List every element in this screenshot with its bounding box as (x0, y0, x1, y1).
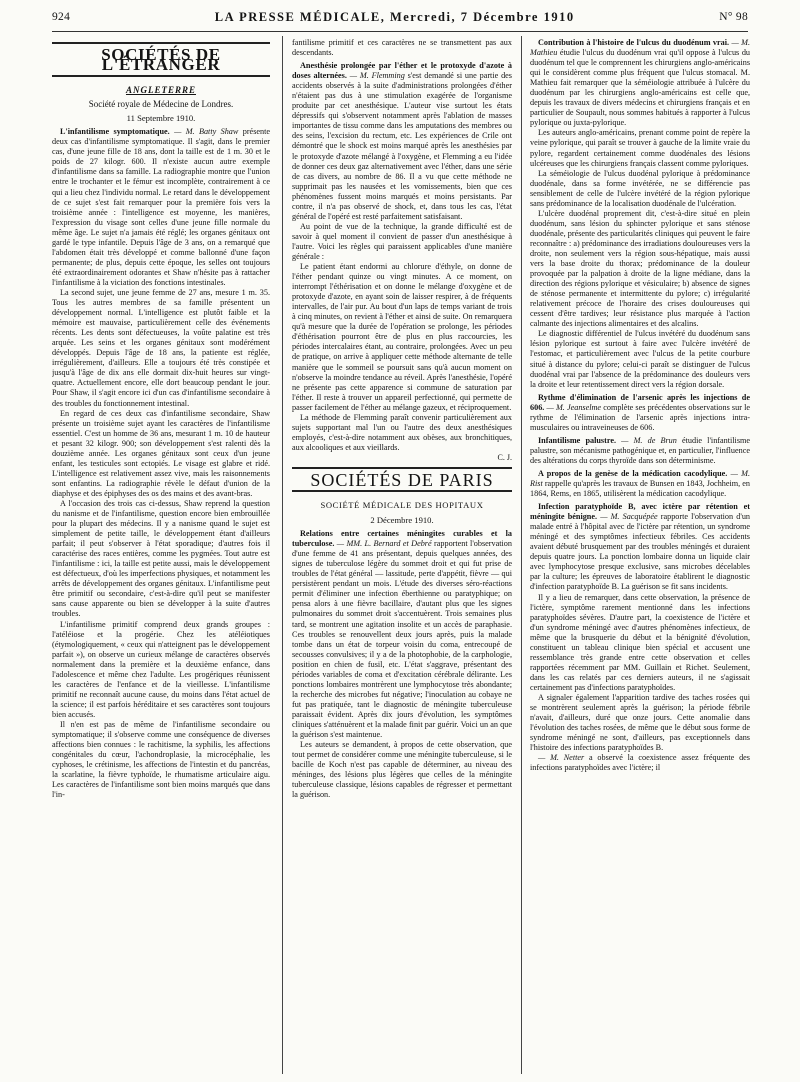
article-author: — M. Netter (538, 753, 585, 763)
article-text: rapportent l'observation d'une femme de 41 ans présentant, depuis quelques années, des signes de tuberculose légère du sommet droit et qui fut prise de troubles de l'état général — lassitude, perte d'appétit, fièvre — qui persistèrent pendant un mois. L'étude des diverses séro-réactions permit d'éliminer une infection éberthienne ou paratyphique; on pensa alors à une fièvre bacillaire, d'autant plus que les signes pulmonaires du sommet droit s'accentuèrent. Trois semaines plus tard, se montrent une agitation insolite et un accès de paraphasie. Ces troubles se renouvellent deux jours après, puis la malade tombe dans un état de torpeur voisin du coma, entrecoupé de secousses convulsives; il y a de la photophobie, de la carphologie, position en chien de fusil, etc. L'état s'aggrave, présentant des périodes variables de coma et d'excitation cérébrale délirante. Les ponctions lombaires montrèrent une lymphocytose très abondante; la recherche des microbes fut négative; l'inoculation au cobaye ne fut pas pratiquée, tant le diagnostic de méningite tuberculeuse paraissait évident. Après dix jours d'évolution, les symptômes cliniques s'atténuèrent et la malade finit par guérir. Voici un an que la guérison s'est maintenue. (292, 539, 512, 740)
page-number: 924 (52, 11, 71, 23)
issue-number: N° 98 (719, 11, 748, 23)
article-title: Relations entre certaines méningites curables et la tuberculose. (292, 529, 512, 549)
article-author: — M. de Brun (621, 435, 677, 445)
article-author: — M. Rist (530, 468, 750, 489)
article-paragraph (530, 38, 750, 128)
article-paragraph: Les auteurs se demandent, à propos de cette observation, que tout permet de considérer comme une méningite tuberculeuse, si le bacille de Koch n'est pas capable de déterminer, au niveau des méninges, des lésions plus légères que celles de la méningite tuberculeuse classique, lésions capables de régresser et permettant la guérison. (292, 740, 512, 800)
article-paragraph: La méthode de Flemming paraît convenir particulièrement aux sujets supportant mal l'un ou l'autre des deux anesthésiques employés, c'est-à-dire notamment aux obèses, aux bronchitiques, aux alcooliques et aux vieillards. (292, 412, 512, 452)
column-rule-2 (521, 36, 522, 1074)
column-1 (52, 38, 270, 1076)
article-paragraph: A signaler également l'apparition tardive des taches rosées qui se montrèrent seulement après la guérison; la période fébrile n'avait, d'ailleurs, duré que onze jours. Cette anomalie dans l'évolution des taches rosées, de même que le début sous forme de syndrome méningé ne sont, d'ailleurs, pas exceptionnels dans l'histoire des infections paratyphoïdes B. (530, 693, 750, 753)
article-author: — M. Sacquépée (600, 512, 658, 522)
article-author: — M. Jeanselme (546, 402, 602, 412)
article-paragraph: Il n'en est pas de même de l'infantilisme secondaire ou symptomatique; il s'observe comme une conséquence de diverses affections bien connues : le rachitisme, la syphilis, les affections congénitales du cœur, l'achondroplasie, la microcéphalie, les cyphoses, le crétinisme, les affections de l'intestin et du pancréas, la scarlatine, la fièvre typhoïde, le rhumatisme articulaire aigu. Les caractères de l'infantilisme sont bien moins marqués que dans l'in- (52, 720, 270, 800)
article-text: étudie l'infantilisme palustre, son mécanisme pathogénique et, en particulier, l'influence des altérations du corps thyroïde dans son déterminisme. (530, 435, 750, 465)
column-3 (530, 38, 750, 1076)
article-title: A propos de la genèse de la médication cacodylique. (538, 468, 728, 478)
session-date: 11 Septembre 1910. (126, 113, 196, 124)
article-author: — M. Flemming (349, 71, 405, 81)
article-paragraph: L'infantilisme primitif comprend deux grands groupes : l'atéléiose et la progérie. Chez les atéléiotiques (étymologiquement, « ceux qui n'atteignent pas le développement parfait »), on observe un curieux mélange de caractères observés normalement dans la première et la deuxième enfance, dans l'adolescence et même chez l'adulte. Les progériques réunissent les caractères de l'enfance et de la vieillesse. L'infantilisme primitif ne reconnaît aucune cause, du moins dans l'état actuel de la science; il est parfois héréditaire et ses caractères sont toujours bien accusés. (52, 619, 270, 719)
author-initials: C. J. (497, 452, 512, 462)
article-text: présente deux cas d'infantilisme symptomatique. Il s'agit, dans le premier cas, d'une jeune fille de 18 ans, dont la taille est de 1 m. 30 et le poids de 27 kilogr. 600. Il n'existe aucun autre exemple d'infantilisme dans sa famille. La radiographie montre que l'union entre le trochanter et le fémur est incomplète, contrairement à ce qui a lieu chez l'individu normal. Le retard dans le développement de ce sujet s'est fait remarquer pour la première fois vers la troisième année : l'intelligence est moyenne, les manières, l'expression du visage sont celles d'une jeune fille normale du même âge. Le sujet n'a jamais été réglé; les organes génitaux ont gardé le type infantile. Depuis l'âge de 3 ans, on a remarqué que l'abdomen était très développé et comme ballonné d'une façon permanente; de plus, depuis cette époque, les selles ont toujours été extraordinairement odorantes et Shaw n'hésite pas à rattacher l'infantilisme à la viciation des fonctions intestinales. (52, 127, 270, 287)
article-title: Infantilisme palustre. (538, 435, 617, 445)
section-title-etranger: SOCIÉTÉS DE L'ÉTRANGER (52, 42, 270, 77)
journal-title: LA PRESSE MÉDICALE, Mercredi, 7 Décembre 1910 (214, 9, 575, 24)
article-paragraph: Le diagnostic différentiel de l'ulcus invétéré du duodénum sans lésion pylorique est surtout à faire avec l'ulcère invétéré de l'estomac, et particulièrement avec l'ulcus de la petite courbure situé à distance du pylore; celui-ci paraît se distinguer de l'ulcus duodénal vrai par l'absence de la prédominance des douleurs vers la droite et leur retentissement direct vers la région dorsale. (530, 329, 750, 389)
country-heading: ANGLETERRE (125, 85, 196, 96)
article-paragraph: La second sujet, une jeune femme de 27 ans, mesure 1 m. 35. Tous les autres membres de sa famille présentent un développement normal. L'intelligence est plutôt faible et la mémoire est mauvaise, particulièrement celle des événements récents. Les dents sont défectueuses, la voûte palatine est très arquée. Les seins et les organes génitaux sont modérément développés. Depuis l'âge de 18 ans, la patiente est réglée, irrégulièrement, d'ailleurs. Elle a toujours été très constipée et jusqu'à l'âge de dix ans elle dormait dix-huit heures sur vingt-quatre. Actuellement encore, elle dort beaucoup pendant le jour. Pour Shaw, il s'agit encore ici d'un cas d'infantilisme secondaire à des troubles du fonctionnement intestinal. (52, 287, 270, 408)
article-paragraph: La séméiologie de l'ulcus duodénal pylorique à prédominance duodénale, dans sa forme invétérée, ne se différencie pas sensiblement de celle de l'ulcère invétéré de la région pylorique sans prédominance de la localisation duodénale de l'ulcération. (530, 168, 750, 208)
session-date: 2 Décembre 1910. (370, 515, 434, 526)
society-heading: SOCIÉTÉ MÉDICALE DES HOPITAUX (320, 500, 484, 511)
article-paragraph: fantilisme primitif et ces caractères ne se transmettent pas aux descendants. (292, 38, 512, 58)
article-text: s'est demandé si une partie des accidents observés à la suite d'administrations prolongées d'éther n'étaient pas dus à une stimulation exagérée de l'organisme produite par cet anesthésique. L'auteur vise surtout les états dépressifs qui s'observent notamment après l'ablation de masses importantes de tissu comme dans les amputations des membres ou des seins, l'excision du rectum, etc. Les expériences de Crile ont démontré que le shock est moins marqué après les anesthésies par le protoxyde d'azote mélangé à l'oxygène, et Flemming a eu l'idée de donner ces deux gaz alternativement avec l'éther, dans une série de cas divers, au nombre de 86. Il a vu que cette méthode ne supprimait pas les nausées et les vomissements, bien que ces phénomènes fussent moins marqués et moins persistants. Par contre, il n'a pas observé de shock, et, dans tous les cas, l'état général de l'opéré est resté parfaitement satisfaisant. (292, 71, 512, 221)
article-text: a observé la coexistence assez fréquente des infections paratyphoïdes avec l'ictère; il (530, 753, 750, 773)
article-paragraph (292, 529, 512, 740)
article-title: Contribution à l'histoire de l'ulcus du duodénum vrai. (538, 38, 730, 47)
article-paragraph (530, 393, 750, 433)
article-paragraph (530, 469, 750, 499)
article-text: rappelle qu'après les travaux de Bunsen en 1843, Jochheim, en 1864, Rems, en 1865, utilisèrent la médication cacodylique. (530, 479, 750, 499)
article-paragraph (52, 127, 270, 288)
society-heading: Société royale de Médecine de Londres. (88, 99, 234, 110)
article-title: L'infantilisme symptomatique. (60, 127, 170, 137)
article-text: étudie l'ulcus du duodénum vrai qu'il oppose à l'ulcus du duodénum tel que le comprennent les chirurgiens anglo-américains qui le considèrent comme plus fréquent que l'ulcus stomacal. M. Mathieu fait remarquer que la séméiologie attribuée à l'ulcère du duodénum par les chirurgiens anglo-américains est celle que, depuis les travaux de divers médecins et chirurgiens français et en particulier de Soupault, nous sommes habitués à rapporter à l'ulcus pylorique ou juxta-pylorique. (530, 48, 750, 128)
article-author: — MM. L. Bernard et Debré (336, 539, 432, 549)
article-paragraph (530, 753, 750, 773)
article-title: Rythme d'élimination de l'arsenic après les injections de 606. (530, 392, 750, 412)
article-paragraph: A l'occasion des trois cas ci-dessus, Shaw reprend la question du nanisme et de l'infantilisme, question encore bien embrouillée pour la plupart des médecins. Il y a nanisme quand le sujet est simplement de petite taille, le développement étant d'ailleurs parfait; il peut s'observer à l'état sporadique; d'autres fois il caractérise des races entières, comme les pygmées. Tout autre est l'infantilisme : ici, la taille est petite aussi, mais le développement est défectueux, d'où les imperfections physiques, et notamment les arrêts de développement des organes génitaux. L'infantilisme peut être primitif ou secondaire, c'est-à-dire qu'il peut se manifester sans cause apparente ou bien se développer à la suite d'autres troubles. (52, 498, 270, 619)
running-head (52, 8, 748, 26)
column-rule-1 (282, 36, 283, 1074)
article-paragraph: Les auteurs anglo-américains, prenant comme point de repère la veine pylorique, qui paraît se trouver à gauche de la limite vraie du pylore, regardent certainement comme duodénales des lésions ulcéreuses que les chirurgiens français classent comme pyloriques. (530, 128, 750, 168)
section-title-paris: SOCIÉTÉS DE PARIS (292, 467, 512, 492)
article-title: Anesthésie prolongée par l'éther et le protoxyde d'azote à doses alternées. (292, 61, 512, 81)
article-paragraph: En regard de ces deux cas d'infantilisme secondaire, Shaw présente un troisième sujet ayant les caractères de l'infantilisme essentiel. C'est un homme de 36 ans, mesurant 1 m. 10 de hauteur et pesant 32 kilogr. 900; son développement s'est ralenti dès la douzième année. Les organes génitaux sont ceux d'un jeune enfant, les testicules sont ectopiés. Le visage est glabre et ridé. L'intelligence est relativement assez vive, mais les raisonnements sont enfantins. La radiographie révèle le défaut d'union de la diaphyse et des épiphyses des os des mains et des avant-bras. (52, 408, 270, 498)
article-text: rapporte l'observation d'un malade entré à l'hôpital avec de l'ictère par rétention, un syndrome méningé et des symptômes infectieux fébriles. Ces accidents avaient débuté brusquement par des troubles méningés et duraient depuis quatre jours. La ponction lombaire donna un liquide clair avec lymphocytose presque exclusive, sans microbes décelables par la culture; les épreuves de laboratoire établirent le diagnostic d'infection paratyphoïde B. La guérison se fit sans incidents. (530, 512, 750, 592)
article-author: — M. Mathieu (530, 38, 750, 58)
article-paragraph (292, 61, 512, 222)
article-paragraph: Le patient étant endormi au chlorure d'éthyle, on donne de l'éther pendant quinze ou vingt minutes. A ce moment, on interrompt l'éthérisation et on donne le mélange d'oxygène et de protoxyde d'azote, en ayant soin de laisser respirer, à de fréquents intervalles, de l'air pur. Au bout d'un laps de temps variant de trois à cinq minutes, on revient à l'éther et ainsi de suite. On remarquera qu'à mesure que la durée de l'opération se prolonge, les périodes d'éthérisation pourront être de plus en plus raccourcies, les périodes intercalaires étant, au contraire, prolongées. Avec un peu de pratique, on arrive à appliquer cette méthode alternante de telle manière que le sommeil se poursuit sans qu'à aucun moment on n'observe la moindre tendance au réveil. Après l'anesthésie, l'opéré ne présente pas cette apparence si commune de saturation par l'éther. Il reste à trouver un appareil perfectionné, qui permette de passer facilement de l'éther au mélange gazeux, et réciproquement. (292, 262, 512, 412)
article-paragraph: L'ulcère duodénal proprement dit, c'est-à-dire situé en plein duodénum, sans lésion du sphincter pylorique et sans sténose duodénale, présente des particularités cliniques qui peuvent le faire reconnaître : a) prédominance des irradiations douloureuses vers la droite, non seulement vers la région sous-hépatique, mais aussi vers la base droite du thorax; prédominance de la douleur provoquée par la palpation à droite de la ligne médiane, dans la direction des régions pylorique et vésiculaire; b) absence de signes de sténose permanente et intermittente du pylore; c) irrégularité relativement précoce de l'horaire des crises douloureuses qui cessent d'être tardives; leur résistance plus marquée à l'action calmante des injections alimentaires et des alcalins. (530, 208, 750, 329)
article-paragraph (530, 502, 750, 592)
article-paragraph: Il y a lieu de remarquer, dans cette observation, la présence de l'ictère, symptôme rarement mentionné dans les infections paratyphoïdes sévères. D'autre part, la coexistence de l'ictère et d'un syndrome méningé avec d'autres phénomènes infectieux, de même que la brusquerie du début et la bénignité d'évolution, constituent un tableau clinique bien spécial et accusent une ressemblance très grande entre cette observation et celles rapportées récemment par MM. Guillain et Richet. Seulement, dans les cas relatés par ces derniers auteurs, il ne s'agissait certainement pas d'infections paratyphoïdes. (530, 592, 750, 692)
article-text: complète ses précédentes observations sur le rythme de l'élimination de l'arsenic après injections intra-musculaires ou intraveineuses de 606. (530, 402, 750, 432)
header-rule (52, 31, 748, 32)
article-paragraph: Au point de vue de la technique, la grande difficulté est de savoir à quel moment il convient de passer d'un anesthésique à l'autre. Voici les règles qui paraissent applicables d'une manière générale : (292, 221, 512, 261)
article-paragraph (530, 436, 750, 466)
article-title: Infection paratyphoïde B, avec ictère par rétention et méningite bénigne. (530, 502, 750, 522)
column-2 (292, 38, 512, 1076)
article-author: — M. Batty Shaw (174, 127, 239, 137)
